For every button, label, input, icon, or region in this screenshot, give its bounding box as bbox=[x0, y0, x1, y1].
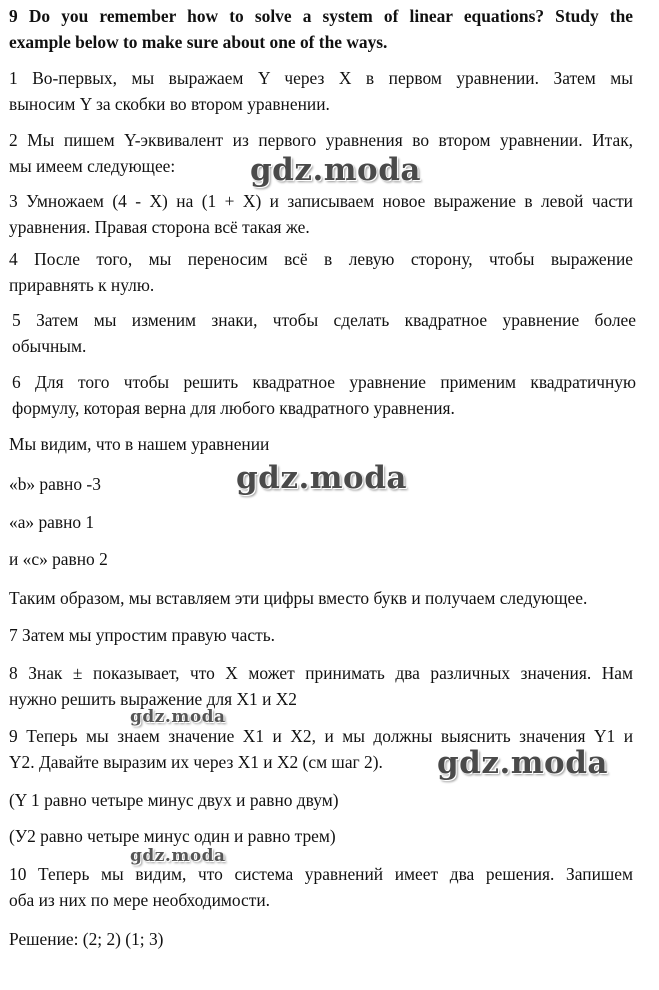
y2-value: (У2 равно четыре минус один и равно трем) bbox=[9, 826, 336, 846]
coeff-b: «b» равно -3 bbox=[9, 474, 101, 494]
coeff-c: и «c» равно 2 bbox=[9, 549, 108, 569]
step-5: 5 Затем мы изменим знаки, чтобы сделать квадратное уравнение более обычным. bbox=[12, 310, 636, 356]
substitute-note: Таким образом, мы вставляем эти цифры вместо букв и получаем следующее. bbox=[9, 588, 588, 608]
step-4: 4 После того, мы переносим всё в левую сторону, чтобы выражение приравнять к нулю. bbox=[9, 249, 633, 295]
step-3: 3 Умножаем (4 - X) на (1 + X) и записываем новое выражение в левой части уравнения. Правая сторона всё такая же. bbox=[9, 191, 633, 237]
coeff-a: «a» равно 1 bbox=[9, 512, 95, 532]
step-10: 10 Теперь мы видим, что система уравнений имеет два решения. Запишем оба из них по мере необходимости. bbox=[9, 864, 633, 910]
task-title: 9 Do you remember how to solve a system of linear equations? Study the example below to make sure about one of the ways. bbox=[9, 6, 633, 52]
step-7: 7 Затем мы упростим правую часть. bbox=[9, 625, 275, 645]
step-8: 8 Знак ± показывает, что X может принимать два различных значения. Нам нужно решить выражение для X1 и X2 bbox=[9, 663, 633, 709]
y1-value: (Y 1 равно четыре минус двух и равно двум) bbox=[9, 790, 339, 810]
watermark-logo: gdz.moda bbox=[130, 707, 226, 727]
step-2: 2 Мы пишем Y-эквивалент из первого уравнения во втором уравнении. Итак, мы имеем следующее: bbox=[9, 130, 633, 176]
watermark-logo: gdz.moda bbox=[250, 152, 421, 188]
coeff-intro: Мы видим, что в нашем уравнении bbox=[9, 434, 270, 454]
solution-answer: Решение: (2; 2) (1; 3) bbox=[9, 929, 164, 949]
watermark-logo: gdz.moda bbox=[236, 460, 407, 496]
watermark-logo: gdz.moda bbox=[437, 745, 608, 781]
watermark-logo: gdz.moda bbox=[130, 846, 226, 866]
step-1: 1 Во-первых, мы выражаем Y через X в первом уравнении. Затем мы выносим Y за скобки во втором уравнении. bbox=[9, 68, 633, 114]
step-9: 9 Теперь мы знаем значение X1 и X2, и мы должны выяснить значения Y1 и Y2. Давайте выразим их через X1 и X2 (см шаг 2). bbox=[9, 726, 633, 772]
step-6: 6 Для того чтобы решить квадратное уравнение применим квадратичную формулу, которая верна для любого квадратного уравнения. bbox=[12, 372, 636, 418]
